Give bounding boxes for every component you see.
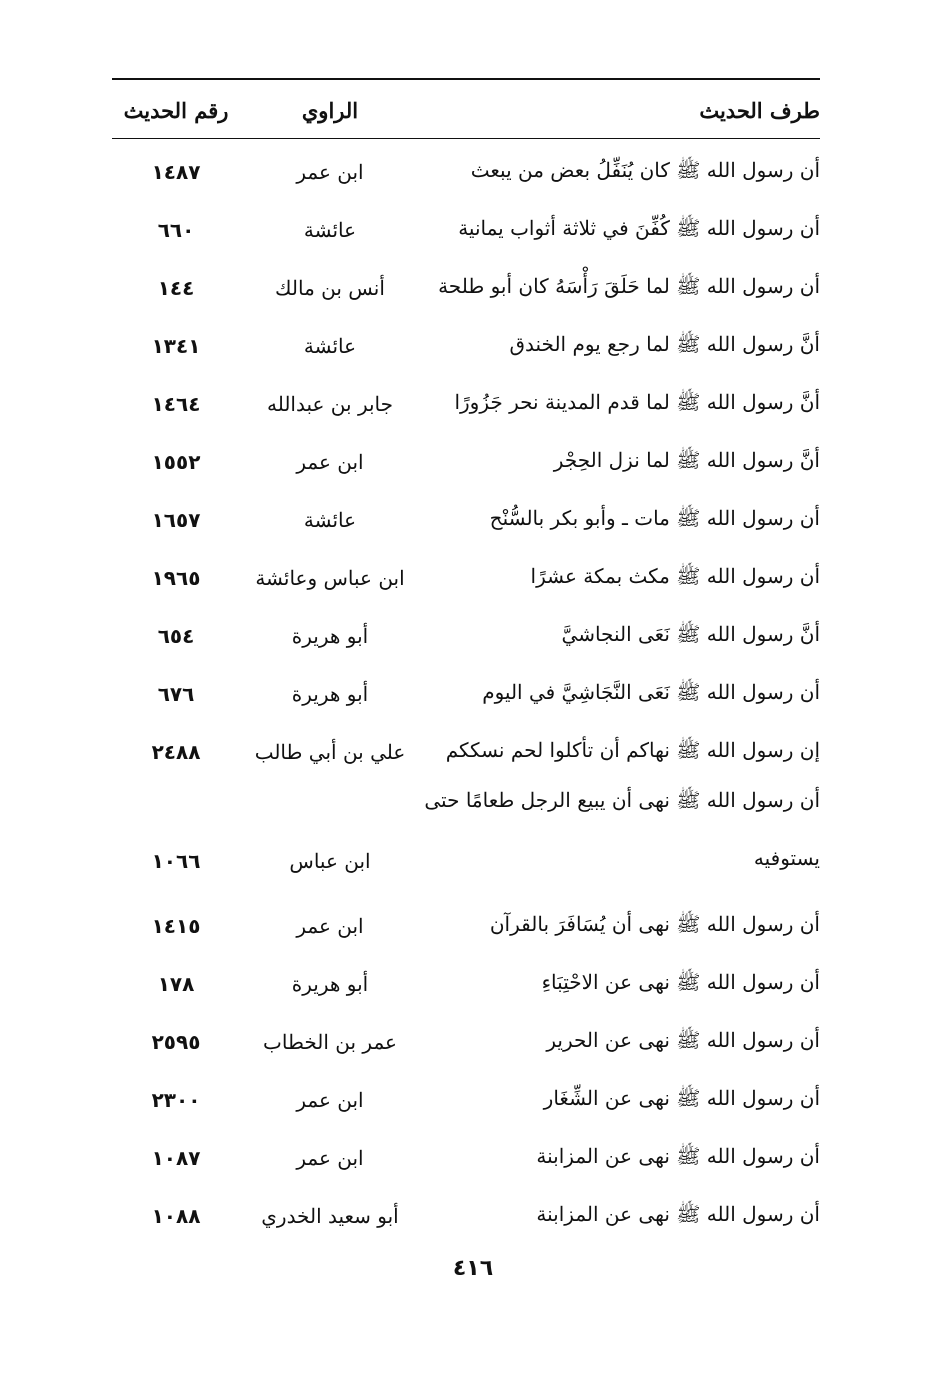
hadith-text: أن رسول الله ﷺ نهى عن الحرير bbox=[546, 1027, 820, 1052]
page-number: ٤١٦ bbox=[452, 1256, 494, 1281]
narrator: ابن عمر bbox=[296, 914, 364, 938]
header-text-label: طرف الحديث bbox=[699, 97, 820, 123]
hadith-number: ٢٤٨٨ bbox=[151, 740, 201, 764]
table-row bbox=[112, 375, 820, 433]
hadith-text: أن رسول الله ﷺ نهى أن يُسَافَرَ بالقرآن bbox=[489, 911, 820, 936]
header-number-label: رقم الحديث bbox=[123, 97, 229, 123]
hadith-text: أن رسول الله ﷺ نهى عن المزابنة bbox=[536, 1201, 820, 1226]
hadith-number: ٦٧٦ bbox=[157, 682, 195, 706]
table-header bbox=[112, 88, 820, 132]
hadith-text: أن رسول الله ﷺ مات ـ وأبو بكر بالسُّنْح bbox=[489, 505, 820, 530]
header-rule bbox=[112, 138, 820, 139]
narrator: علي بن أبي طالب bbox=[254, 740, 406, 764]
top-rule bbox=[112, 78, 820, 80]
table-row bbox=[112, 665, 820, 723]
hadith-number: ١٩٦٥ bbox=[151, 566, 201, 590]
narrator: عمر بن الخطاب bbox=[263, 1030, 397, 1054]
hadith-number: ١٥٥٢ bbox=[151, 450, 201, 474]
narrator: أنس بن مالك bbox=[275, 276, 385, 300]
hadith-text: أنَّ رسول الله ﷺ لما رجع يوم الخندق bbox=[509, 331, 820, 356]
narrator: عائشة bbox=[303, 218, 357, 242]
narrator: أبو هريرة bbox=[291, 972, 369, 996]
hadith-number: ١٤٤ bbox=[157, 276, 195, 300]
narrator: أبو هريرة bbox=[291, 682, 369, 706]
table-row bbox=[112, 317, 820, 375]
narrator: جابر بن عبدالله bbox=[266, 392, 394, 416]
hadith-number: ١٧٨ bbox=[157, 972, 195, 996]
hadith-number: ١٠٨٧ bbox=[151, 1146, 201, 1170]
narrator: عائشة bbox=[303, 334, 357, 358]
table-row bbox=[112, 1129, 820, 1187]
hadith-text: أنَّ رسول الله ﷺ لما قدم المدينة نحر جَزُورًا bbox=[454, 389, 820, 414]
hadith-number: ١٦٥٧ bbox=[151, 508, 201, 532]
header-narrator-label: الراوي bbox=[301, 97, 359, 123]
hadith-number: ١٠٦٦ bbox=[151, 849, 201, 873]
narrator: ابن عمر bbox=[296, 1146, 364, 1170]
narrator: عائشة bbox=[303, 508, 357, 532]
hadith-text: أن رسول الله ﷺ نهى عن الاحْتِبَاءِ bbox=[541, 969, 820, 994]
hadith-text: إن رسول الله ﷺ نهاكم أن تأكلوا لحم نسككم bbox=[445, 737, 820, 762]
narrator: أبو هريرة bbox=[291, 624, 369, 648]
hadith-text: أن رسول الله ﷺ نهى عن المزابنة bbox=[536, 1143, 820, 1168]
table-row bbox=[112, 549, 820, 607]
hadith-text bbox=[420, 771, 820, 887]
narrator: أبو سعيد الخدري bbox=[261, 1204, 399, 1228]
table-row bbox=[112, 143, 820, 201]
hadith-number: ١٤٨٧ bbox=[151, 160, 201, 184]
narrator: ابن عمر bbox=[296, 1088, 364, 1112]
hadith-number: ١٠٨٨ bbox=[151, 1204, 201, 1228]
hadith-number: ١٣٤١ bbox=[151, 334, 201, 358]
table-row bbox=[112, 259, 820, 317]
table-row bbox=[112, 201, 820, 259]
narrator: ابن عمر bbox=[296, 160, 364, 184]
hadith-number: ٦٦٠ bbox=[157, 218, 195, 242]
hadith-text: أن رسول الله ﷺ لما حَلَقَ رَأْسَهُ كان أبو طلحة bbox=[438, 273, 820, 298]
hadith-number: ٦٥٤ bbox=[157, 624, 195, 648]
hadith-text-line: يستوفيه bbox=[753, 846, 820, 870]
hadith-number: ٢٥٩٥ bbox=[151, 1030, 201, 1054]
table-row bbox=[112, 897, 820, 955]
hadith-number: ١٤٦٤ bbox=[151, 392, 201, 416]
table-row bbox=[112, 1013, 820, 1071]
table-row bbox=[112, 491, 820, 549]
table-row bbox=[112, 607, 820, 665]
hadith-text: أن رسول الله ﷺ نهى عن الشِّغَار bbox=[543, 1085, 820, 1110]
hadith-text: أن رسول الله ﷺ نَعَى النَّجَاشِيَّ في اليوم bbox=[482, 679, 820, 704]
table-row bbox=[112, 1071, 820, 1129]
table-row bbox=[112, 781, 820, 897]
table-row bbox=[112, 433, 820, 491]
table-row bbox=[112, 955, 820, 1013]
narrator: ابن عمر bbox=[296, 450, 364, 474]
table-row bbox=[112, 1187, 820, 1245]
hadith-text: أن رسول الله ﷺ كُفِّنَ في ثلاثة أثواب يمانية bbox=[458, 215, 820, 240]
narrator: ابن عباس وعائشة bbox=[255, 566, 405, 590]
hadith-text: أنَّ رسول الله ﷺ نَعَى النجاشيَّ bbox=[561, 621, 820, 646]
narrator: ابن عباس bbox=[289, 849, 371, 873]
hadith-text: أن رسول الله ﷺ كان يُنَفِّلُ بعض من يبعث bbox=[470, 157, 820, 182]
hadith-number: ١٤١٥ bbox=[151, 914, 201, 938]
hadith-text: أنَّ رسول الله ﷺ لما نزل الحِجْر bbox=[553, 447, 820, 472]
hadith-text-line: أن رسول الله ﷺ نهى أن يبيع الرجل طعامًا حتى bbox=[424, 788, 820, 812]
hadith-text: أن رسول الله ﷺ مكث بمكة عشرًا bbox=[530, 563, 820, 588]
hadith-number: ٢٣٠٠ bbox=[151, 1088, 201, 1112]
